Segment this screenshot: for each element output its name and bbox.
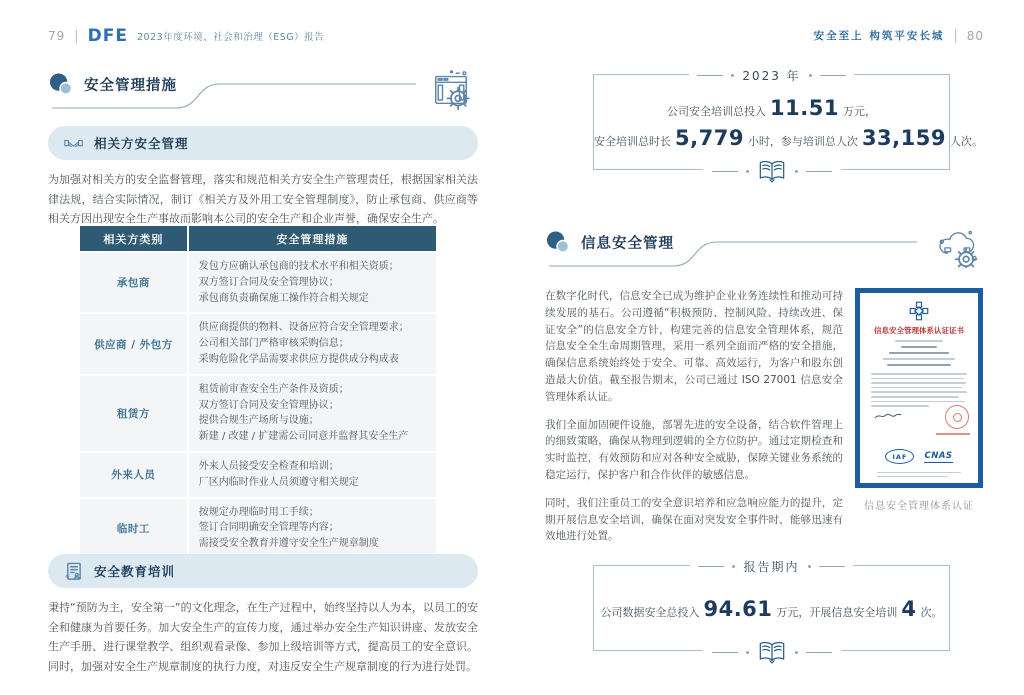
party-type: 供应商 / 外包方	[80, 314, 187, 373]
stat-value: 33,159	[861, 126, 946, 150]
decor-dash	[698, 566, 724, 567]
stat-value: 4	[901, 597, 917, 621]
stat-value: 94.61	[703, 597, 773, 621]
party-measures	[189, 314, 436, 373]
info-security-p2: 我们全面加固硬件设施，部署先进的安全设备，结合软件管理上的细致策略，确保从物理到逻辑的全方位防护。通过定期检查和实时监控，有效预防和应对各种安全威胁，保障关键业务系统的稳定运行，保护客户和合作伙伴的敏感信息。	[545, 418, 843, 481]
stat-unit: 万元，	[842, 105, 876, 118]
stat-box-2023	[593, 69, 983, 170]
party-type: 租赁方	[80, 376, 187, 451]
decor-dash	[712, 652, 738, 653]
measure-line: 签订合同明确安全管理等内容；	[198, 522, 339, 534]
red-stamp-text	[936, 433, 970, 435]
measure-line: 双方签订合同及安全管理协议；	[198, 276, 339, 288]
measure-line: 厂区内临时作业人员须遵守相关规定	[198, 476, 359, 488]
section-title: 安全管理措施	[84, 78, 177, 94]
decor-dot	[809, 74, 812, 77]
accreditation-logos	[885, 449, 952, 464]
decor-dash	[806, 652, 832, 653]
iaf-logo: IAF	[885, 449, 914, 464]
chapter-slogan: 安全至上 构筑平安长城	[813, 30, 945, 42]
training-manual-icon	[64, 562, 83, 581]
right-page-number: 80	[966, 28, 984, 43]
stat-box-title: 报告期内	[743, 560, 800, 574]
book-icon	[757, 159, 787, 183]
stat-box-title: 2023 年	[742, 69, 801, 83]
decor-fine-print	[877, 469, 960, 477]
red-seal-stamp	[945, 405, 969, 429]
stat-value: 5,779	[675, 126, 744, 150]
col-header-type: 相关方类别	[80, 226, 187, 251]
decor-dash	[697, 75, 723, 76]
measure-line: 外来人员接受安全检查和培训；	[198, 460, 339, 472]
decor-text-bar	[901, 346, 936, 348]
measure-line: 双方签订合同及安全管理协议；	[198, 399, 339, 411]
measure-line: 提供合规生产场所与设施；	[198, 415, 319, 427]
section-safety-measures	[48, 68, 478, 120]
info-security-p3: 同时，我们注重员工的安全意识培养和应急响应能力的提升，定期开展信息安全培训，确保在面对突发安全事件时，能够迅速有效地进行处置。	[545, 496, 843, 543]
measure-line: 承包商负责确保施工操作符合相关规定	[198, 292, 369, 304]
stat-line-hours	[594, 126, 983, 150]
decor-dash	[806, 171, 832, 172]
handshake-icon	[64, 134, 83, 153]
stat-box-reporting-period	[593, 560, 950, 651]
decor-dot	[795, 651, 798, 654]
subsection-related-party	[48, 126, 478, 160]
section-title: 信息安全管理	[581, 236, 674, 252]
measure-line: 新建 / 改建 / 扩建需公司同意并监督其安全生产	[198, 431, 409, 443]
party-measures	[189, 376, 436, 451]
decor-dot	[731, 74, 734, 77]
stat-label: 小时，参与培训总人次	[747, 135, 858, 148]
dfe-logo: DFE	[87, 26, 129, 46]
decor-text-bar	[887, 364, 951, 366]
table-row	[80, 499, 436, 558]
header-left	[48, 26, 324, 46]
decor-text-bar	[883, 358, 956, 360]
party-measures	[189, 253, 436, 312]
left-page-number: 79	[48, 29, 66, 43]
stat-value: 11.51	[770, 96, 839, 120]
party-measures	[189, 499, 436, 558]
decor-dash	[820, 75, 846, 76]
decor-text-bar	[895, 340, 943, 342]
decor-dash	[819, 566, 845, 567]
stat-unit: 次。	[920, 606, 943, 619]
stat-label: 安全培训总时长	[594, 135, 671, 148]
table-row	[80, 314, 436, 373]
decor-dot	[746, 170, 749, 173]
header-right	[814, 28, 984, 43]
party-type: 外来人员	[80, 453, 187, 497]
safety-education-body: 秉持“预防为主，安全第一”的文化理念，在生产过程中，始终坚持以人为本，以员工的安全和健康为首要任务。加大安全生产的宣传力度，通过举办安全生产知识讲座、发放安全生产手册、进行课堂教学、组织观看录像、参加上级培训等方式，提高员工的安全意识。同时，加强对安全生产规章制度的执行力度，对违反安全生产规章制度的行为进行处罚。	[48, 601, 478, 673]
measure-line: 需接受安全教育并遵守安全生产规章制度	[198, 538, 379, 550]
measure-line: 供应商提供的物料、设备应符合安全管理要求；	[198, 322, 409, 334]
divider: |	[74, 28, 79, 44]
certification-body-logo	[909, 301, 929, 321]
measure-line: 公司相关部门严格审核采购信息；	[198, 338, 349, 350]
decor-dash	[712, 171, 738, 172]
stat-label: 公司数据安全总投入	[600, 606, 700, 619]
measure-line: 发包方应确认承包商的技术水平和相关资质；	[198, 261, 399, 272]
book-icon	[757, 640, 787, 664]
certificate-caption: 信息安全管理体系认证	[864, 501, 974, 512]
decor-dot	[732, 565, 735, 568]
related-party-table	[80, 226, 436, 562]
measure-line: 租赁前审查安全生产条件及资质；	[198, 383, 349, 395]
stat-label: 万元，开展信息安全培训	[776, 606, 898, 619]
info-security-content	[545, 288, 985, 556]
stat-line-data-security	[594, 597, 949, 621]
party-type: 临时工	[80, 499, 187, 558]
decor-text-bar	[889, 352, 949, 354]
certificate-title: 信息安全管理体系认证证书	[874, 326, 964, 335]
decor-dot	[795, 170, 798, 173]
related-party-intro: 为加强对相关方的安全监督管理，落实和规范相关方安全生产管理责任，根据国家相关法律法规，结合实际情况，制订《相关方及外用工安全管理制度》，防止承包商、供应商等相关方因出现安全生产事故而影响本公司的安全生产和企业声誉，确保安全生产。	[48, 173, 478, 226]
right-page	[545, 68, 985, 692]
table-row	[80, 253, 436, 312]
subsection-label: 安全教育培训	[94, 564, 176, 579]
measure-line: 采购危险化学品需要求供应方提供成分构成表	[198, 353, 399, 365]
party-type: 承包商	[80, 253, 187, 312]
report-title: 2023年度环境、社会和治理（ESG）报告	[137, 32, 325, 43]
col-header-measures: 安全管理措施	[189, 226, 436, 251]
party-measures	[189, 453, 436, 497]
section-info-security	[545, 226, 985, 278]
table-row	[80, 453, 436, 497]
stat-label: 公司安全培训总投入	[667, 105, 767, 118]
decor-dot	[808, 565, 811, 568]
cnas-logo: CNAS	[924, 450, 953, 461]
certificate-column	[853, 288, 985, 556]
left-page	[48, 68, 478, 692]
decor-body-text	[871, 373, 967, 407]
table-row	[80, 376, 436, 451]
section-bullet-icon	[48, 72, 75, 97]
decor-dot	[746, 651, 749, 654]
info-security-p1: 在数字化时代，信息安全已成为维护企业业务连续性和推动可持续发展的基石。公司遵循“积极预防、控制风险、持续改进、保证安全”的信息安全方针，构建完善的信息安全管理体系，规范信息安全全生命周期管理，采用一系列全面而严格的安全措施，确保信息系统始终处于安全、可靠、高效运行，为客户和股东创造最大价值。截至报告期末，公司已通过 ISO 27001 信息安全管理体系认证。	[545, 290, 843, 403]
signature	[873, 411, 903, 421]
section-bullet-icon	[545, 230, 572, 255]
subsection-label: 相关方安全管理	[94, 136, 189, 151]
info-security-paragraphs	[545, 288, 843, 556]
measure-line: 按规定办理临时用工手续；	[198, 506, 319, 518]
iso27001-certificate-image	[855, 288, 983, 488]
table-header-row	[80, 226, 436, 251]
stat-line-investment	[594, 96, 949, 120]
stat-unit: 人次。	[949, 135, 983, 148]
subsection-safety-education	[48, 554, 478, 588]
divider: |	[953, 28, 958, 43]
